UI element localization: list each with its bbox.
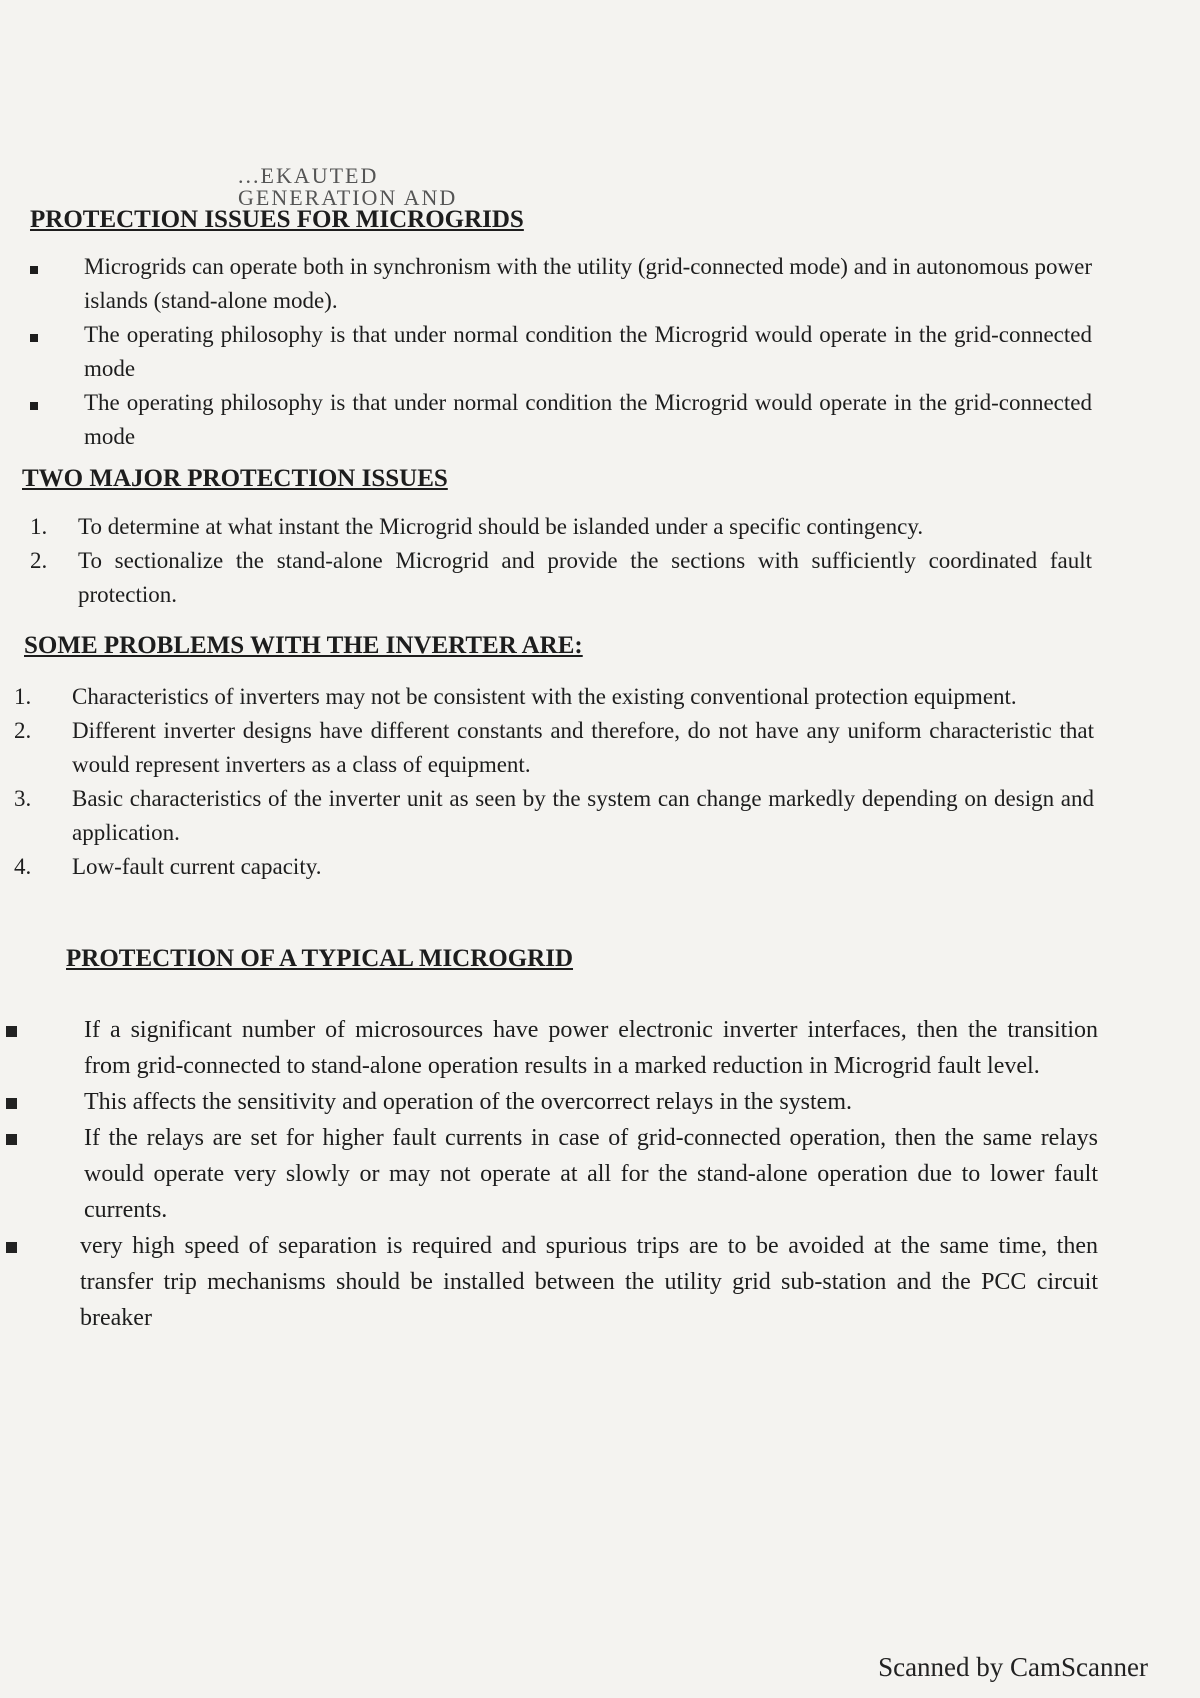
heading-two-major-issues: TWO MAJOR PROTECTION ISSUES <box>22 465 448 492</box>
list-number: 3. <box>14 786 32 811</box>
bullet-marker <box>6 1012 17 1048</box>
bullet-marker <box>6 1084 17 1120</box>
typical-microgrid-list <box>6 1012 1098 1336</box>
list-item: 3. Basic characteristics of the inverter unit as seen by the system can change markedly depending on design and application. <box>14 782 1094 850</box>
cut-off-header-fragment: ...EKAUTED GENERATION AND <box>238 163 458 210</box>
list-number: 2. <box>30 548 48 573</box>
list-item: Microgrids can operate both in synchronism with the utility (grid-connected mode) and in autonomous power islands (stand-alone mode). <box>30 250 1092 318</box>
list-item: 1. To determine at what instant the Microgrid should be islanded under a specific contingency. <box>30 510 1092 544</box>
list-item: 2. Different inverter designs have different constants and therefore, do not have any uniform characteristic that would represent inverters as a class of equipment. <box>14 714 1094 782</box>
heading-inverter-problems: SOME PROBLEMS WITH THE INVERTER ARE: <box>24 632 583 659</box>
list-item: The operating philosophy is that under normal condition the Microgrid would operate in the grid-connected mode <box>30 386 1092 454</box>
list-number: 4. <box>14 854 32 879</box>
list-item: 1. Characteristics of inverters may not be consistent with the existing conventional protection equipment. <box>14 680 1094 714</box>
list-item: very high speed of separation is required and spurious trips are to be avoided at the same time, then transfer trip mechanisms should be installed between the utility grid sub-station and the PCC circuit breaker <box>6 1228 1098 1336</box>
heading-typical-microgrid: PROTECTION OF A TYPICAL MICROGRID <box>66 945 574 972</box>
list-number: 1. <box>14 684 32 709</box>
list-item: This affects the sensitivity and operation of the overcorrect relays in the system. <box>6 1084 1098 1120</box>
scanner-watermark: Scanned by CamScanner <box>878 1652 1148 1682</box>
bullet-marker <box>30 250 38 284</box>
list-item: 2. To sectionalize the stand-alone Microgrid and provide the sections with sufficiently coordinated fault protection. <box>30 544 1092 612</box>
issues-list <box>30 250 1092 454</box>
bullet-marker <box>6 1228 17 1264</box>
bullet-marker <box>30 386 38 420</box>
major-issues-list <box>30 510 1092 612</box>
list-item: If a significant number of microsources have power electronic inverter interfaces, then the transition from grid-connected to stand-alone operation results in a marked reduction in Microgrid fault level. <box>6 1012 1098 1084</box>
list-number: 1. <box>30 514 48 539</box>
list-item: The operating philosophy is that under normal condition the Microgrid would operate in the grid-connected mode <box>30 318 1092 386</box>
inverter-problems-list <box>14 680 1094 884</box>
heading-protection-issues: PROTECTION ISSUES FOR MICROGRIDS <box>30 206 524 233</box>
list-item: If the relays are set for higher fault currents in case of grid-connected operation, then the same relays would operate very slowly or may not operate at all for the stand-alone operation due to lower fault currents. <box>6 1120 1098 1228</box>
bullet-marker <box>6 1120 17 1156</box>
list-item: 4. Low-fault current capacity. <box>14 850 1094 884</box>
list-number: 2. <box>14 718 32 743</box>
bullet-marker <box>30 318 38 352</box>
